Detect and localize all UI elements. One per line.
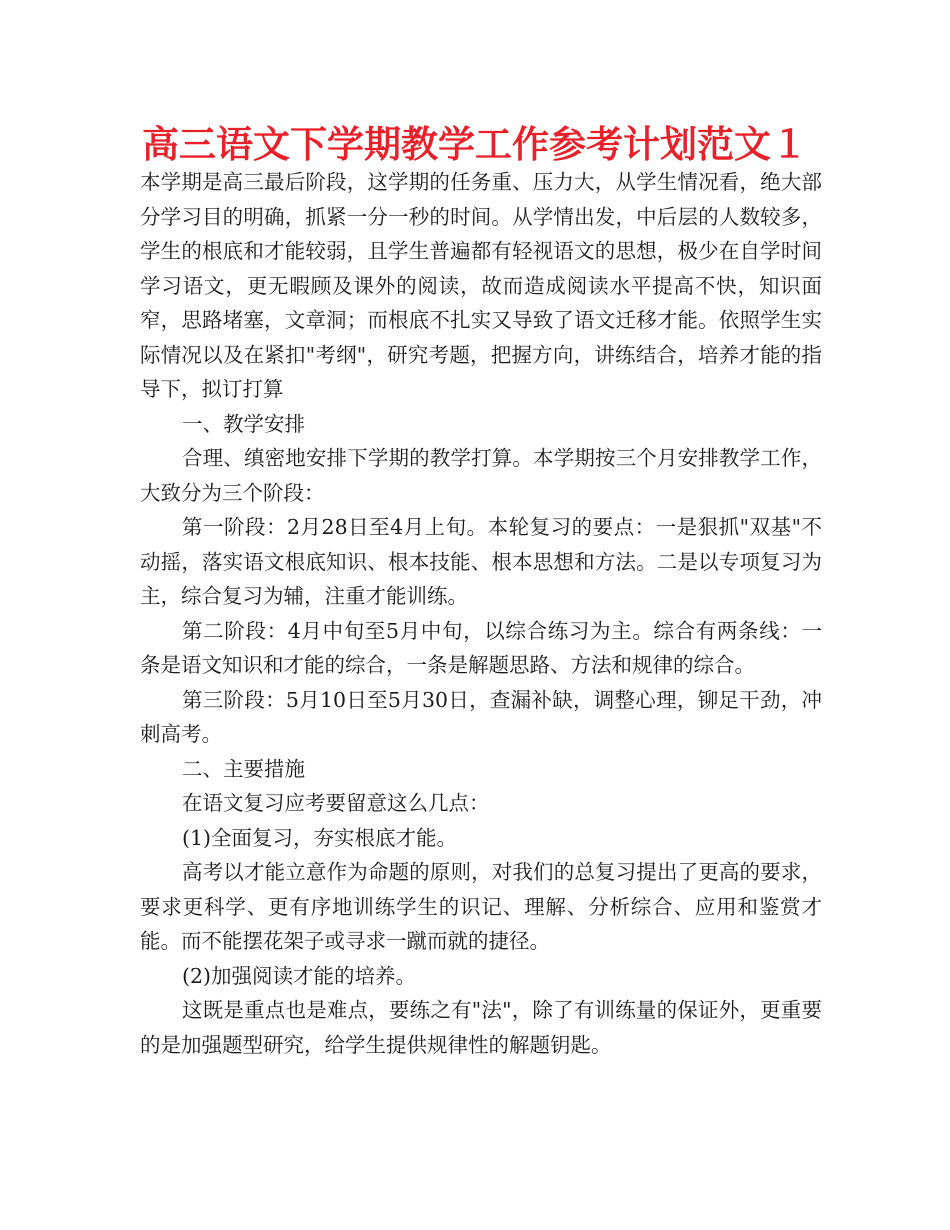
list-item-2-heading: (2)加强阅读才能的培养。 <box>182 963 417 988</box>
paragraph-list-item-1: 高考以才能立意作为命题的原则，对我们的总复习提出了更高的要求，要求更科学、更有序地训练学生的识记、理解、分析综合、应用和鉴赏才能。而不能摆花架子或寻求一蹴而就的捷径。 <box>140 860 822 953</box>
section-heading-teaching-plan: 一、教学安排 <box>182 411 305 436</box>
paragraph-review-points: 在语文复习应考要留意这么几点： <box>182 791 490 815</box>
section-heading-main-measures: 二、主要措施 <box>182 756 305 781</box>
paragraph-list-item-2: 这既是重点也是难点，要练之有"法"，除了有训练量的保证外，更重要的是加强题型研究，给学生提供规律性的解题钥匙。 <box>140 998 822 1057</box>
paragraph-plan-overview: 合理、缜密地安排下学期的教学打算。本学期按三个月安排教学工作，大致分为三个阶段： <box>140 446 822 505</box>
list-item-1-heading: (1)全面复习，夯实根底才能。 <box>182 825 458 850</box>
paragraph-intro: 本学期是高三最后阶段，这学期的任务重、压力大，从学生情况看，绝大部分学习目的明确，抓紧一分一秒的时间。从学情出发，中后层的人数较多，学生的根底和才能较弱，且学生普遍都有轻视语文的思想，极少在自学时间学习语文，更无暇顾及课外的阅读，故而造成阅读水平提高不快，知识面窄，思路堵塞，文章洞；而根底不扎实又导致了语文迁移才能。依照学生实际情况以及在紧扣"考纲"，研究考题，把握方向，讲练结合，培养才能的指导下，拟订打算 <box>140 170 822 401</box>
document-title: 高三语文下学期教学工作参考计划范文１ <box>142 123 808 166</box>
paragraph-stage-one: 第一阶段：2月28日至4月上旬。本轮复习的要点：一是狠抓"双基"不动摇，落实语文根底知识、根本技能、根本思想和方法。二是以专项复习为主，综合复习为辅，注重才能训练。 <box>140 515 822 608</box>
document-body <box>140 165 822 1062</box>
paragraph-stage-three: 第三阶段：5月10日至5月30日，查漏补缺，调整心理，铆足干劲，冲刺高考。 <box>140 687 822 746</box>
paragraph-stage-two: 第二阶段：4月中旬至5月中旬，以综合练习为主。综合有两条线：一条是语文知识和才能的综合，一条是解题思路、方法和规律的综合。 <box>140 618 822 677</box>
